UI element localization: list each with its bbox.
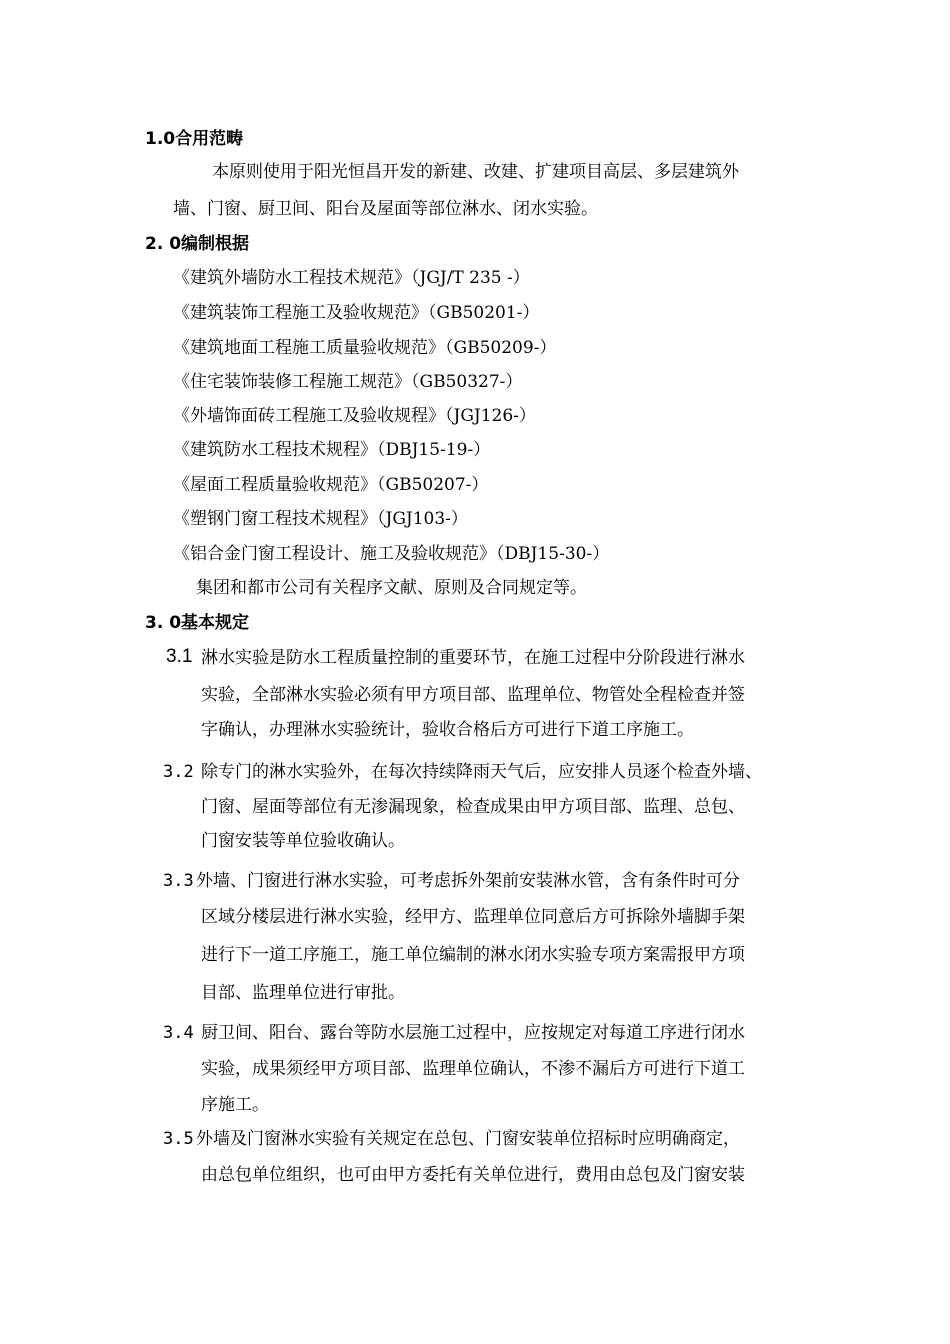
clause-line: 厨卫间、阳台、露台等防水层施工过程中，应按规定对每道工序进行闭水 — [201, 1023, 745, 1043]
section-3-heading: 3. 0基本规定 — [145, 613, 250, 633]
clause-line: 外墙、门窗进行淋水实验，可考虑拆外架前安装淋水管，含有条件时可分 — [196, 871, 740, 891]
clause-number: 3.5 — [163, 1129, 194, 1149]
clause-line: 序施工。 — [201, 1095, 269, 1115]
clause-line: 区域分楼层进行淋水实验，经甲方、监理单位同意后方可拆除外墙脚手架 — [201, 907, 745, 927]
clause-line: 门窗、屋面等部位有无渗漏现象，检查成果由甲方项目部、监理、总包、 — [201, 797, 745, 817]
reference-item: 《屋面工程质量验收规范》（GB50207-） — [173, 475, 489, 495]
reference-closing-line: 集团和都市公司有关程序文献、原则及合同规定等。 — [196, 578, 587, 598]
clause-number: 3.3 — [163, 871, 194, 891]
reference-item: 《建筑外墙防水工程技术规范》（JGJ/T 235 -） — [173, 268, 530, 288]
section-2-heading: 2. 0编制根据 — [145, 234, 250, 254]
reference-item: 《建筑装饰工程施工及验收规范》（GB50201-） — [173, 303, 540, 323]
section-1-heading: 1.0合用范畴 — [145, 129, 244, 149]
clause-line: 外墙及门窗淋水实验有关规定在总包、门窗安装单位招标时应明确商定， — [196, 1129, 740, 1149]
reference-item: 《外墙饰面砖工程施工及验收规程》（JGJ126-） — [173, 406, 536, 426]
reference-item: 《住宅装饰装修工程施工规范》（GB50327-） — [173, 372, 523, 392]
reference-item: 《塑钢门窗工程技术规程》（JGJ103-） — [173, 509, 468, 529]
clause-number: 3.4 — [163, 1023, 194, 1043]
clause-line: 除专门的淋水实验外，在每次持续降雨天气后，应安排人员逐个检查外墙、 — [201, 762, 762, 782]
section-1-paragraph-line-1: 本原则使用于阳光恒昌开发的新建、改建、扩建项目高层、多层建筑外 — [212, 162, 739, 182]
reference-item: 《建筑防水工程技术规程》（DBJ15-19-） — [173, 440, 491, 460]
clause-line: 由总包单位组织，也可由甲方委托有关单位进行，费用由总包及门窗安装 — [201, 1165, 745, 1185]
clause-line: 淋水实验是防水工程质量控制的重要环节，在施工过程中分阶段进行淋水 — [201, 648, 745, 668]
section-1-paragraph-line-2: 墙、门窗、厨卫间、阳台及屋面等部位淋水、闭水实验。 — [173, 199, 598, 219]
reference-item: 《铝合金门窗工程设计、施工及验收规范》（DBJ15-30-） — [173, 544, 610, 564]
clause-number: 3.1 — [166, 646, 193, 667]
clause-line: 字确认，办理淋水实验统计，验收合格后方可进行下道工序施工。 — [201, 720, 694, 740]
clause-line: 进行下一道工序施工，施工单位编制的淋水闭水实验专项方案需报甲方项 — [201, 945, 745, 965]
clause-line: 目部、监理单位进行审批。 — [201, 983, 405, 1003]
clause-number: 3.2 — [163, 762, 194, 782]
clause-line: 实验，全部淋水实验必须有甲方项目部、监理单位、物管处全程检查并签 — [201, 685, 745, 705]
clause-line: 门窗安装等单位验收确认。 — [201, 831, 405, 851]
clause-line: 实验，成果须经甲方项目部、监理单位确认，不渗不漏后方可进行下道工 — [201, 1059, 745, 1079]
reference-item: 《建筑地面工程施工质量验收规范》（GB50209-） — [173, 338, 557, 358]
